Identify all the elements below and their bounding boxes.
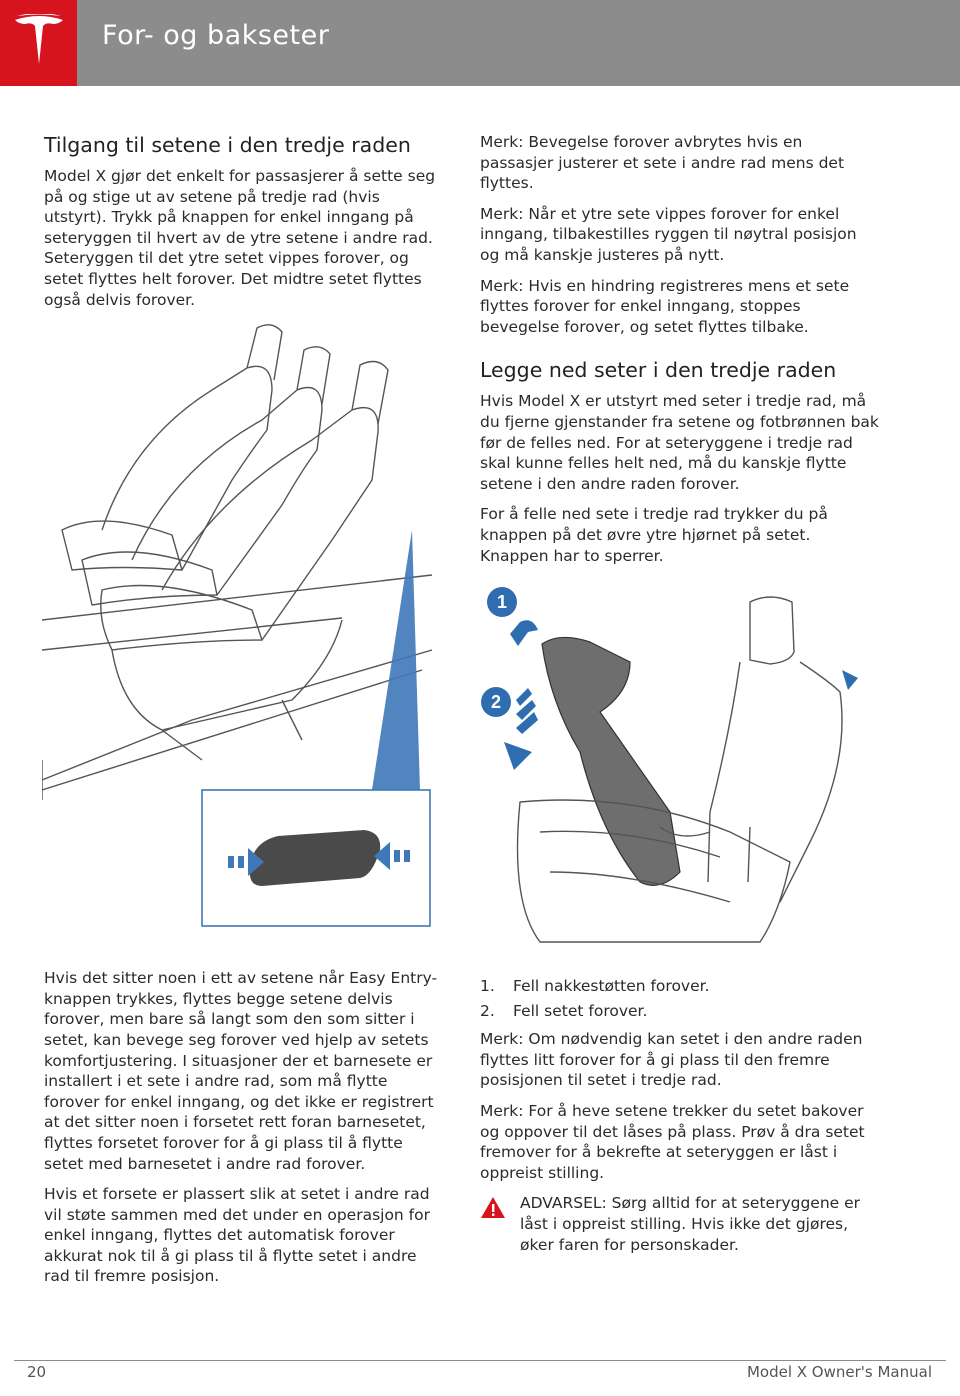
steps-list xyxy=(480,976,880,1021)
easy-entry-seat-illustration xyxy=(42,320,434,950)
note: Merk: Om nødvendig kan setet i den andre raden flyttes litt forover for å gi plass til den fremre posisjonen til setet i tredje rad. xyxy=(480,1030,863,1090)
list-item: 2. Fell setet forover. xyxy=(480,1001,648,1020)
note: Merk: Når et ytre sete vippes forover for enkel inngang, tilbakestilles ryggen til nøytral posisjon og må kanskje justeres på nytt. xyxy=(480,204,857,264)
paragraph: Hvis Model X er utstyrt med seter i tredje rad, må du fjerne gjenstander fra setene og fotbrønnen bak før de felles ned. For at seteryggene i tredje rad skal kunne felles helt ned, må du kanskje flytte setene i den andre raden forover. xyxy=(480,392,879,493)
warning-text: ADVARSEL: Sørg alltid for at seteryggene er låst i oppreist stilling. Hvis ikke det gjøres, øker faren for personskader. xyxy=(520,1194,861,1254)
svg-text:2: 2 xyxy=(490,692,502,713)
page-header xyxy=(0,0,960,86)
note: Merk: Hvis en hindring registreres mens et sete flyttes forover for enkel inngang, stoppes bevegelse forover, og setet flyttes tilbake. xyxy=(480,276,850,336)
callout-pointer xyxy=(372,530,420,790)
paragraph: Hvis et forsete er plassert slik at setet i andre rad vil støte sammen med det under en operasjon for enkel inngang, flyttes det automatisk forover akkurat nok til å gi plass til å flytte setet i andre rad til fremre posisjon. xyxy=(44,1185,430,1286)
left-column xyxy=(44,132,438,1297)
section-heading-fold-third-row: Legge ned seter i den tredje raden xyxy=(480,358,837,383)
list-item: 1. Fell nakkestøtten forover. xyxy=(480,977,710,996)
paragraph: Hvis det sitter noen i ett av setene når Easy Entry-knappen trykkes, flyttes begge setene delvis forover, men bare så langt som den som sitter i setet, kan bevege seg forover ved hjelp av setets komfortjustering. I situasjoner der et barnesete er installert i et sete i andre rad, som må flytte forover for enkel inngang, og det ikke er registrert at det sitter noen i forsetet rett foran barnesetet, flyttes forsetet forover for å gi plass til å flytte setet med barnesetet i andre rad forover. xyxy=(44,969,438,1173)
note: Merk: Bevegelse forover avbrytes hvis en passasjer justerer et sete i andre rad mens det flyttes. xyxy=(480,133,845,193)
note: Merk: For å heve setene trekker du setet bakover og oppover til det låses på plass. Prøv å dra setet fremover for å bekrefte at seteryggen er låst i oppreist stilling. xyxy=(480,1102,865,1182)
page-number: 20 xyxy=(27,1363,47,1381)
paragraph: Model X gjør det enkelt for passasjerer å sette seg på og stige ut av setene på tredje rad (hvis utstyrt). Trykk på knappen for enkel inngang på seteryggen til hvert av de ytre setene i andre rad. Seteryggen til det ytre setet vippes forover, og setet flyttes helt forover. Det midtre setet flyttes også delvis forover. xyxy=(44,167,436,309)
tesla-logo-badge xyxy=(0,0,77,86)
third-row-fold-illustration xyxy=(480,582,880,962)
paragraph: For å felle ned sete i tredje rad trykker du på knappen på det øvre ytre hjørnet på setet. Knappen har to sperrer. xyxy=(480,505,828,565)
warning-icon xyxy=(480,1193,520,1225)
footer-divider xyxy=(14,1360,946,1361)
right-column xyxy=(480,132,880,1255)
section-heading-third-row-access: Tilgang til setene i den tredje raden xyxy=(44,133,411,157)
svg-text:1: 1 xyxy=(496,592,508,613)
page-title: For- og bakseter xyxy=(102,20,330,51)
manual-title: Model X Owner's Manual xyxy=(746,1363,932,1381)
warning-box xyxy=(480,1193,880,1255)
tesla-logo-icon xyxy=(13,14,65,72)
folding-seatback xyxy=(542,638,680,886)
